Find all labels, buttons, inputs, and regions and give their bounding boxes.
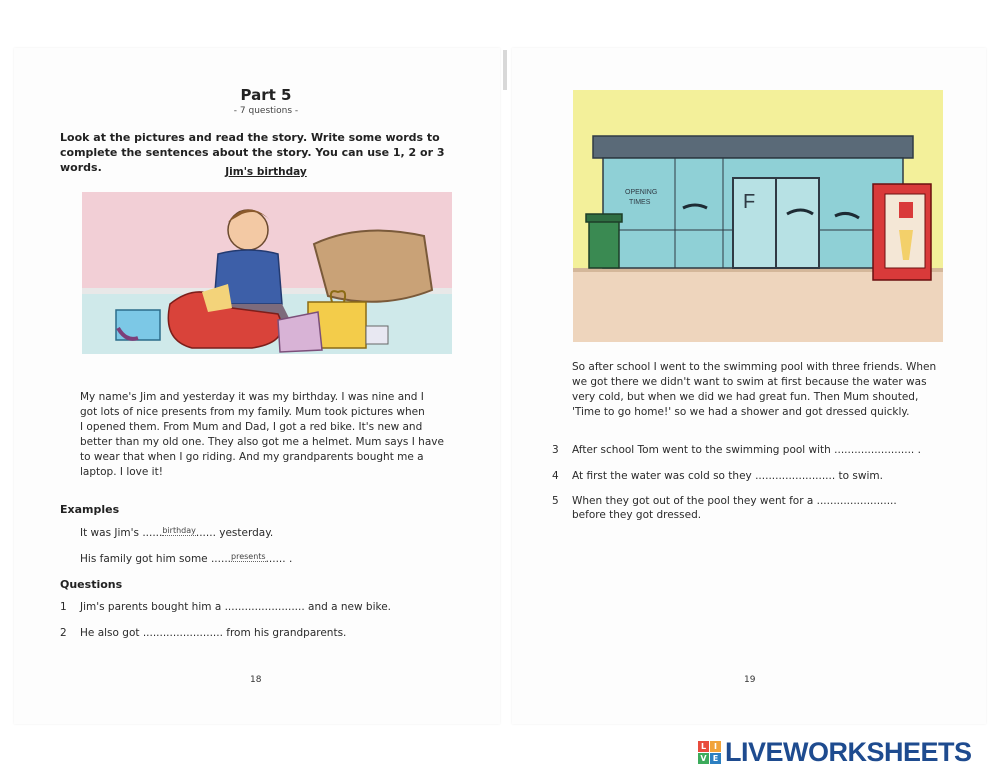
- question-1-text[interactable]: Jim's parents bought him a ........................ and a new bike.: [80, 601, 392, 613]
- story-line: to wear that when I go riding. And my grandparents bought me a: [80, 451, 424, 463]
- example-2-answer: presents: [231, 552, 266, 561]
- question-2-number: 2: [60, 627, 67, 639]
- question-4: [552, 470, 883, 482]
- story-line: better than my old one. They also got me a helmet. Mum says I have: [80, 436, 444, 448]
- swimming-pool-illustration: [573, 90, 943, 342]
- liveworksheets-logo[interactable]: [698, 736, 972, 768]
- question-5-number: 5: [552, 495, 559, 507]
- striped-paper: [278, 312, 322, 352]
- page-number-left: 18: [250, 675, 262, 685]
- example-1: [80, 527, 273, 539]
- story-title: Jim's birthday: [225, 166, 307, 178]
- story-line: very cold, but when we did we had great fun. Then Mum shouted,: [572, 391, 919, 403]
- page-number-right: 19: [744, 675, 756, 685]
- story-line: My name's Jim and yesterday it was my birthday. I was nine and I: [80, 391, 424, 403]
- logo-icon: [698, 741, 721, 764]
- question-1: [60, 601, 391, 613]
- question-5-line1[interactable]: When they got out of the pool they went for a ........................: [572, 495, 897, 507]
- example-1-before: It was Jim's ......: [80, 527, 163, 539]
- instructions: Look at the pictures and read the story. Write some words to complete the sentences about the story. You can use 1, 2 or 3 words.: [60, 131, 445, 174]
- question-4-text[interactable]: At first the water was cold so they ........................ to swim.: [572, 470, 883, 482]
- question-5: [552, 495, 897, 507]
- question-4-number: 4: [552, 470, 559, 482]
- question-5-line2: before they got dressed.: [572, 509, 702, 521]
- story-line: I opened them. From Mum and Dad, I got a red bike. It's new and: [80, 421, 423, 433]
- example-2: [80, 553, 292, 565]
- logo-letter-box: L: [698, 741, 709, 752]
- question-3-text[interactable]: After school Tom went to the swimming pool with ........................ .: [572, 444, 921, 456]
- building-roof: [593, 136, 913, 158]
- question-1-number: 1: [60, 601, 67, 613]
- small-white-present: [366, 326, 388, 344]
- questions-heading: Questions: [60, 578, 123, 591]
- right-page: [512, 48, 986, 724]
- story-line: we got there we didn't want to swim at first because the water was: [572, 376, 927, 388]
- story-text-right: [572, 360, 962, 420]
- example-2-before: His family got him some ......: [80, 553, 231, 565]
- birthday-illustration: [82, 192, 452, 354]
- examples-heading: Examples: [60, 503, 120, 516]
- example-2-after: ...... .: [265, 553, 293, 565]
- door-letter: F: [743, 191, 756, 213]
- question-3-number: 3: [552, 444, 559, 456]
- example-1-after: ...... yesterday.: [195, 527, 274, 539]
- example-1-answer: birthday: [162, 526, 196, 535]
- logo-letter-box: E: [710, 753, 721, 764]
- part-subtitle: - 7 questions -: [233, 106, 299, 116]
- part-title: Part 5: [240, 86, 292, 104]
- story-line: got lots of nice presents from my family. Mum took pictures when: [80, 406, 425, 418]
- logo-letter-box: I: [710, 741, 721, 752]
- book-spine: [503, 50, 507, 90]
- story-line: 'Time to go home!' so we had a shower and got dressed quickly.: [572, 406, 910, 418]
- story-text-left: [80, 390, 450, 480]
- green-bin: [589, 220, 619, 268]
- pavement: [573, 270, 943, 342]
- question-2: [60, 627, 346, 639]
- sign-opening: OPENING: [625, 189, 658, 196]
- question-3: [552, 444, 921, 456]
- left-page: [14, 48, 500, 724]
- question-2-text[interactable]: He also got ........................ from his grandparents.: [80, 627, 347, 639]
- story-line: laptop. I love it!: [80, 466, 163, 478]
- logo-text: LIVEWORKSHEETS: [725, 736, 972, 767]
- story-line: So after school I went to the swimming pool with three friends. When: [572, 361, 937, 373]
- sign-times: TIMES: [629, 199, 651, 206]
- logo-letter-box: V: [698, 753, 709, 764]
